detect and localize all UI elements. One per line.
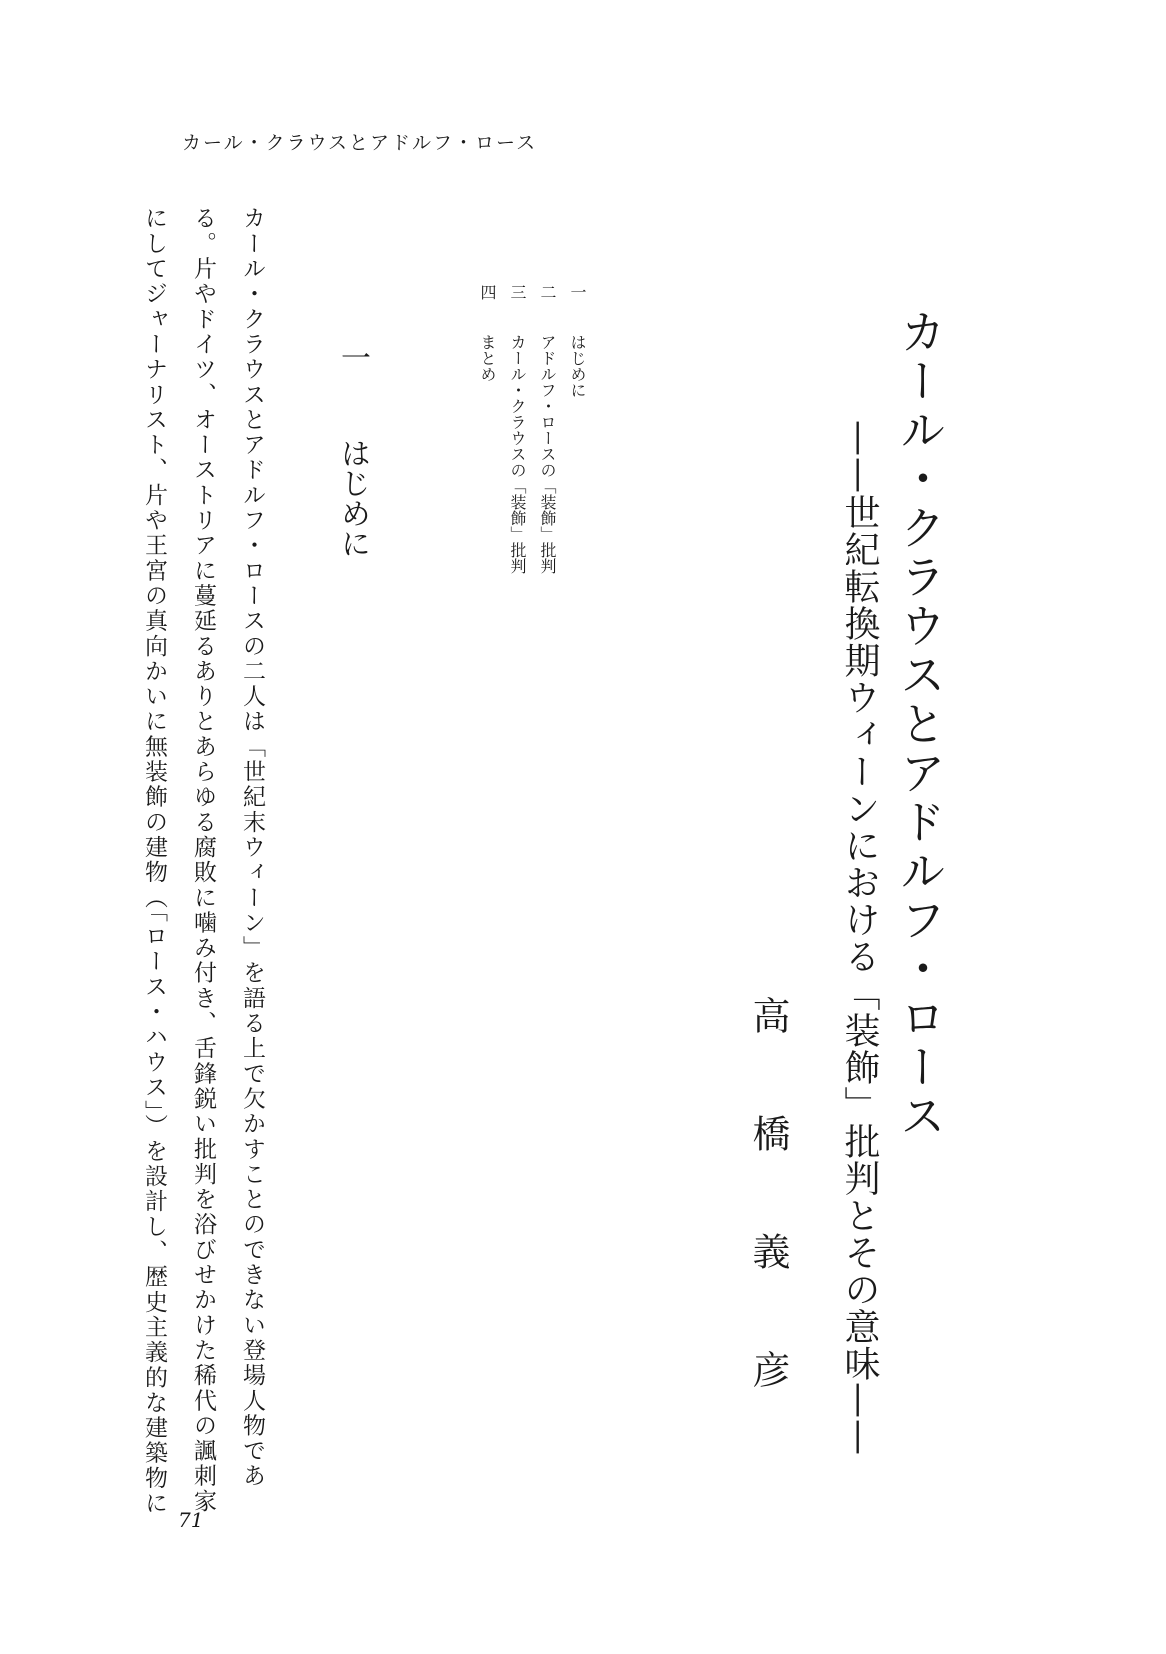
section-title: はじめに <box>335 438 370 558</box>
table-of-contents <box>472 284 592 574</box>
section-heading <box>334 342 370 558</box>
body-text <box>129 206 276 1516</box>
body-line: にしてジャーナリスト、片や王宮の真向かいに無装飾の建物（「ロース・ハウス」）を設計し、歴史主義的な建築物に <box>141 206 167 1516</box>
toc-item-label: アドルフ・ロースの「装飾」批判 <box>538 334 557 574</box>
body-line: カール・クラウスとアドルフ・ロースの二人は「世紀末ウィーン」を語る上で欠かすことのできない登場人物であ <box>239 206 265 1489</box>
toc-item-label: カール・クラウスの「装飾」批判 <box>508 334 527 574</box>
toc-item-number: 一 <box>568 284 587 300</box>
section-number: 一 <box>335 342 370 372</box>
body-line: る。片やドイツ、オーストリアに蔓延るありとあらゆる腐敗に噛み付き、舌鋒鋭い批判を浴びせかけた稀代の諷刺家 <box>190 206 216 1514</box>
toc-item-label: はじめに <box>568 334 587 398</box>
page-number: 71 <box>178 1508 204 1532</box>
article-title: カール・クラウスとアドルフ・ロース <box>893 308 947 1141</box>
toc-item-number: 三 <box>508 284 527 300</box>
toc-item-number: 二 <box>538 284 557 300</box>
toc-item <box>502 284 532 574</box>
toc-item <box>532 284 562 574</box>
article-subtitle: ——世紀転換期ウィーンにおける「装飾」批判とその意味—— <box>839 420 880 1456</box>
author-name: 高橋義彦 <box>746 996 790 1468</box>
toc-item <box>562 284 592 574</box>
toc-item-number: 四 <box>478 284 497 300</box>
toc-item-label: まとめ <box>478 334 497 382</box>
toc-item <box>472 284 502 574</box>
running-header: カール・クラウスとアドルフ・ロース <box>182 132 538 154</box>
